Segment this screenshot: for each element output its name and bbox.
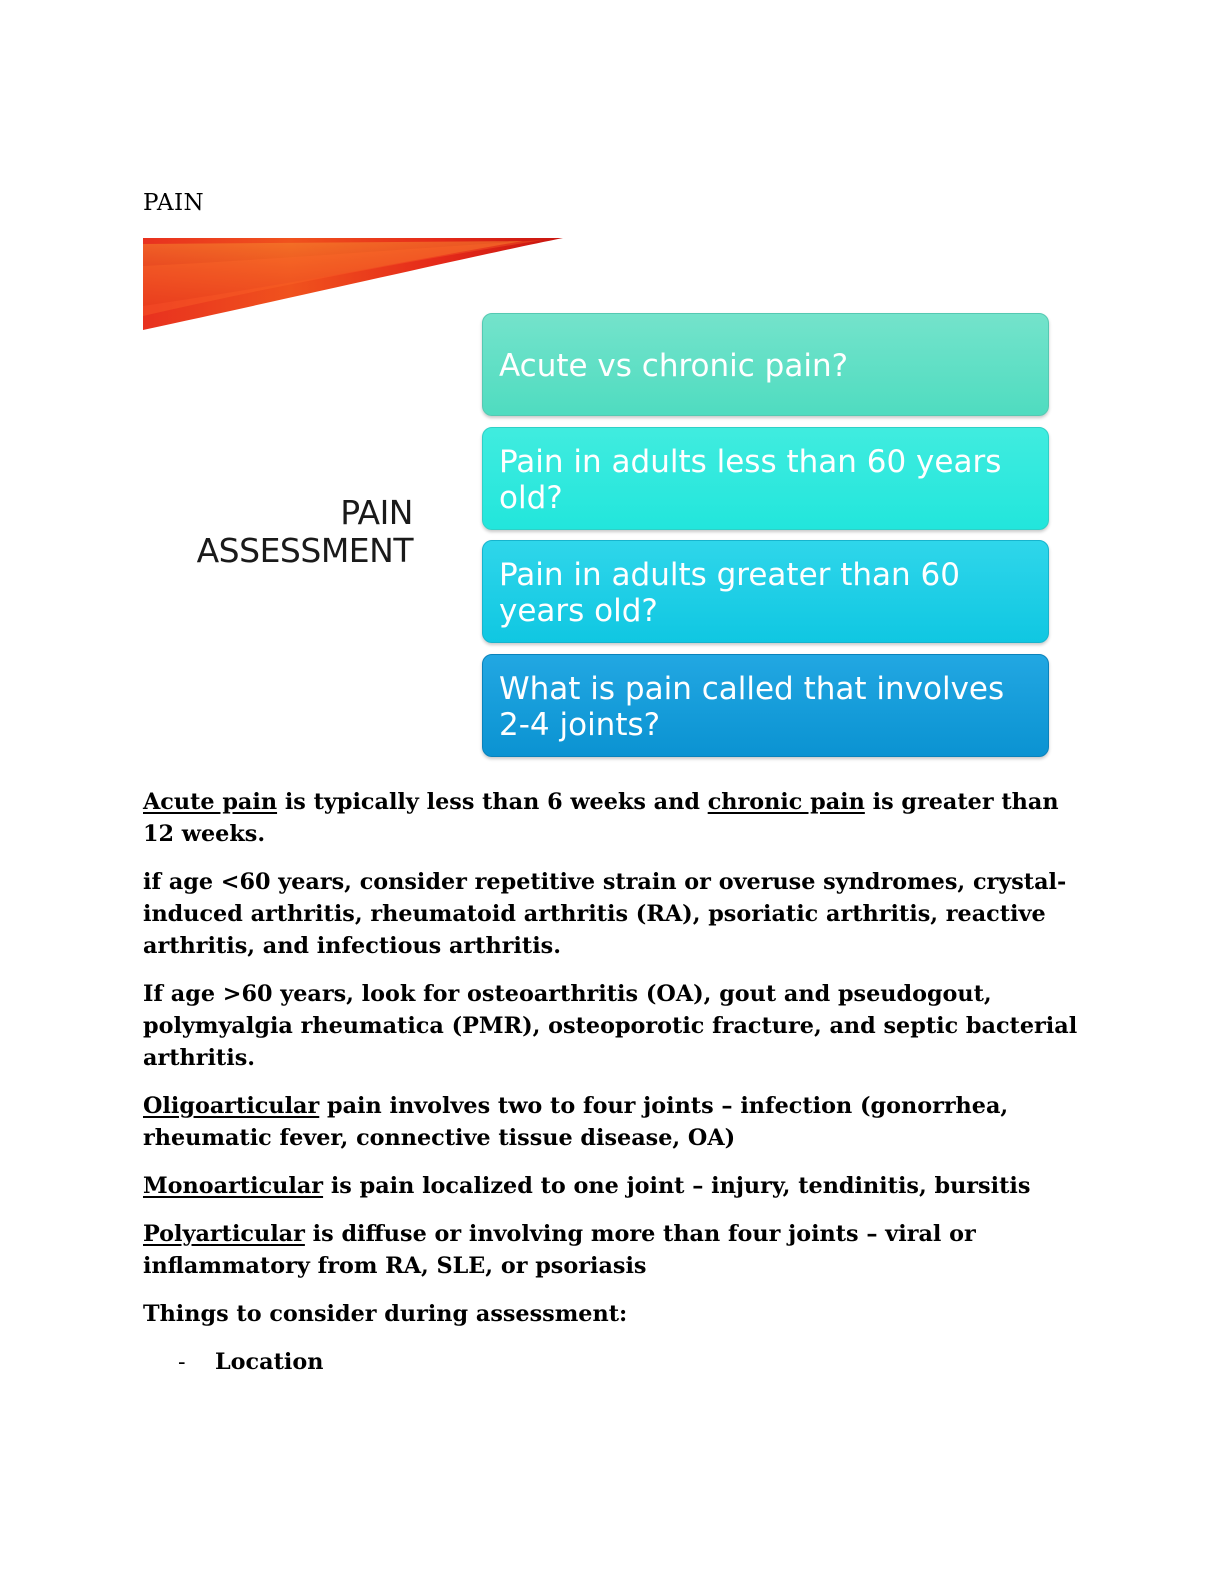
question-text: Pain in adults less than 60 years old? (499, 443, 1002, 516)
term-chronic-pain: chronic pain (707, 789, 865, 815)
paragraph-text: pain involves two to four joints – infection (gonorrhea, rheumatic fever, connective tissue disease, OA) (143, 1093, 1009, 1151)
question-box-2-4-joints (482, 654, 1049, 757)
paragraph-under-60: if age <60 years, consider repetitive strain or overuse syndromes, crystal-induced arthritis, rheumatoid arthritis (RA), psoriatic arthritis, reactive arthritis, and infectious arthritis. (143, 869, 1067, 959)
term-oligoarticular: Oligoarticular (143, 1093, 320, 1119)
question-text: What is pain called that involves 2-4 joints? (499, 670, 1005, 743)
body-text (143, 786, 1083, 1378)
question-box-over-60 (482, 540, 1049, 643)
list-item (143, 1346, 1083, 1378)
slide-title-line2: ASSESSMENT (196, 531, 413, 570)
question-box-under-60 (482, 427, 1049, 530)
paragraph-over-60: If age >60 years, look for osteoarthritis (OA), gout and pseudogout, polymyalgia rheumatica (PMR), osteoporotic fracture, and septic bacterial arthritis. (143, 981, 1078, 1071)
question-text: Pain in adults greater than 60 years old? (499, 556, 961, 629)
term-acute-pain: Acute pain (143, 789, 278, 815)
term-monoarticular: Monoarticular (143, 1173, 324, 1199)
slide-title (183, 494, 413, 570)
assessment-list (143, 1346, 1083, 1378)
paragraph-polyarticular (143, 1218, 1083, 1282)
slide-title-line1: PAIN (340, 493, 413, 532)
paragraph-text: is typically less than 6 weeks and (277, 789, 708, 815)
list-item-text: Location (215, 1349, 324, 1375)
paragraph-oligoarticular (143, 1090, 1083, 1154)
paragraph-acute-chronic (143, 786, 1083, 850)
paragraph-text: is diffuse or involving more than four joints – viral or inflammatory from RA, SLE, or psoriasis (143, 1221, 976, 1279)
term-polyarticular: Polyarticular (143, 1221, 305, 1247)
paragraph-things-to-consider: Things to consider during assessment: (143, 1301, 628, 1327)
embedded-slide-image (143, 236, 1053, 766)
dash-bullet: - (178, 1349, 186, 1375)
paragraph-text: is greater than 12 weeks. (143, 789, 1059, 847)
question-text: Acute vs chronic pain? (499, 347, 849, 384)
paragraph-text: is pain localized to one joint – injury, tendinitis, bursitis (323, 1173, 1031, 1199)
paragraph-monoarticular (143, 1170, 1083, 1202)
page-heading: PAIN (143, 190, 205, 216)
question-box-acute-vs-chronic (482, 313, 1049, 416)
